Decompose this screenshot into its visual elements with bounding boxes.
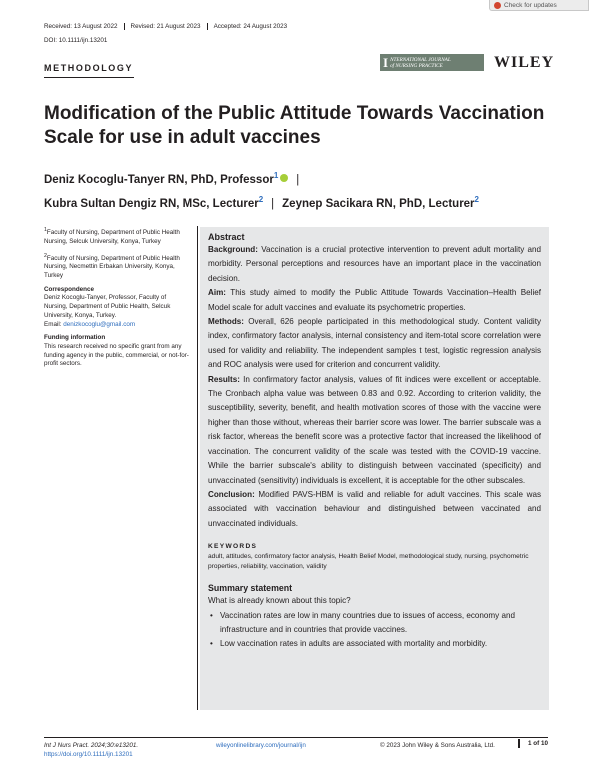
affiliation-2: $^2$Faculty of Nursing, Department of Public Health Nursing, Necmettin Erbakan University, Konya, Turkey (44, 252, 180, 279)
keywords-text: adult, attitudes, confirmatory factor analysis, Health Belief Model, methodological study, nursing, psychometric properties, reliability, vaccination, validity (208, 553, 529, 570)
author-3[interactable]: Zeynep Sacikara RN, PhD, Lecturer (282, 197, 475, 210)
abstract-results: Results: In confirmatory factor analysis, values of fit indices were excellent or acceptable. The Cronbach alpha value was between 0.83 and 0.92. According to criterion validity, the susceptibility, severity, benefit, and health motivation scores of those with the vaccine were higher than those without, whereas their barrier score was lower. The barrier subscale was a risk factor, whereas the benefit score was a protective factor that increased the likelihood of vaccination. The concurrent validity of the scale was tested with the COVID-19 vaccine. While the barrier subscale's ability to distinguish between vaccinated (specificity) and unvaccinated (sensitivity) individuals is excellent, it is acceptable for the other subscales. (208, 374, 542, 485)
footer-journal-link[interactable]: wileyonlinelibrary.com/journal/ijn (216, 742, 306, 749)
abstract-conclusion: Conclusion: Modified PAVS-HBM is valid and reliable for adult vaccines. This scale was associated with vaccination behaviour and distinguished between vaccinated and unvaccinated individuals. (208, 489, 541, 528)
check-for-updates-label: Check for updates (504, 1, 557, 9)
article-title: Modification of the Public Attitude Towards Vaccination Scale for use in adult vaccines (44, 103, 545, 148)
affiliations-column (44, 226, 190, 374)
footer-copyright: © 2023 John Wiley & Sons Australia, Ltd. (380, 742, 495, 749)
correspondence-heading: Correspondence (44, 285, 95, 293)
correspondence-text: Deniz Kocoglu-Tanyer, Professor, Faculty of Nursing, Department of Public Health, Selcuk University, Konya, Turkey. Email: denizkocoglu@gmail.com (44, 294, 171, 328)
journal-logo-line1: NTERNATIONAL JOURNAL (390, 56, 451, 63)
footer-doi-link[interactable]: https://doi.org/10.1111/ijn.13201 (44, 751, 133, 758)
summary-question: What is already known about this topic? (208, 596, 351, 606)
article-dates (44, 23, 293, 30)
check-for-updates-badge[interactable] (489, 0, 589, 11)
author-separator: | (296, 173, 300, 186)
section-label: METHODOLOGY (44, 63, 134, 73)
abstract-heading: Abstract (208, 232, 245, 242)
author-list (44, 166, 564, 214)
author-1-affiliation[interactable]: 1 (273, 171, 279, 180)
author-2-affiliation[interactable]: 2 (258, 194, 264, 204)
funding-heading: Funding information (44, 334, 106, 342)
journal-logo (380, 54, 484, 71)
received-date: Received: 13 August 2022 (44, 23, 118, 30)
list-item: • Low vaccination rates in adults are associated with mortality and morbidity. (208, 637, 541, 651)
crossmark-icon (494, 2, 501, 9)
abstract-background: Background: Vaccination is a crucial protective intervention to prevent adult mortality and morbidity. Personal perceptions and resources have an important place in the vaccination decision. (208, 245, 542, 283)
list-item: • Vaccination rates are low in many countries due to issues of access, economy and infrastructure and in countries that provide vaccines. (208, 609, 541, 638)
journal-logo-line2: of NURSING PRACTICE (390, 62, 443, 69)
summary-heading: Summary statement (208, 583, 293, 594)
keywords-heading: KEYWORDS (208, 543, 258, 551)
column-divider (197, 226, 198, 710)
abstract-aim: Aim: This study aimed to modify the Public Attitude Towards Vaccination–Health Belief Model scale for adult vaccines and evaluate its psychometric properties. (208, 288, 542, 312)
author-3-affiliation[interactable]: 2 (474, 194, 479, 204)
footer-citation: Int J Nurs Pract. 2024;30:e13201. (44, 742, 139, 749)
summary-list (208, 609, 541, 652)
accepted-date: Accepted: 24 August 2023 (207, 23, 294, 30)
journal-logo-initial: I (383, 54, 389, 70)
page-number: 1 of 10 (518, 739, 548, 748)
abstract-methods: Methods: Overall, 626 people participated in this methodological study. Content validity index, confirmatory factor analysis, internal consistency and item-total score correlation were used for validity and reliability. The independent samples t test, logistic regression analysis and ROC analysis were used for criterion and concurrent validity. (208, 317, 542, 370)
abstract-box (200, 227, 549, 710)
affiliation-1: $^1$Faculty of Nursing, Department of Public Health Nursing, Selcuk University, Konya, Turkey (44, 227, 180, 245)
email-link[interactable]: denizkocoglu@gmail.com (63, 320, 136, 328)
funding-text: This research received no specific grant from any funding agency in the public, commercial, or not-for-profit sectors. (44, 342, 189, 368)
author-2[interactable]: Kubra Sultan Dengiz RN, MSc, Lecturer (44, 197, 259, 210)
footer-rule (44, 737, 548, 738)
section-rule (44, 77, 134, 78)
doi: DOI: 10.1111/ijn.13201 (44, 37, 108, 44)
author-1[interactable]: Deniz Kocoglu-Tanyer RN, PhD, Professor (44, 173, 274, 186)
revised-date: Revised: 21 August 2023 (124, 23, 207, 30)
author-separator: | (271, 197, 275, 210)
publisher-logo: WILEY (494, 54, 555, 71)
